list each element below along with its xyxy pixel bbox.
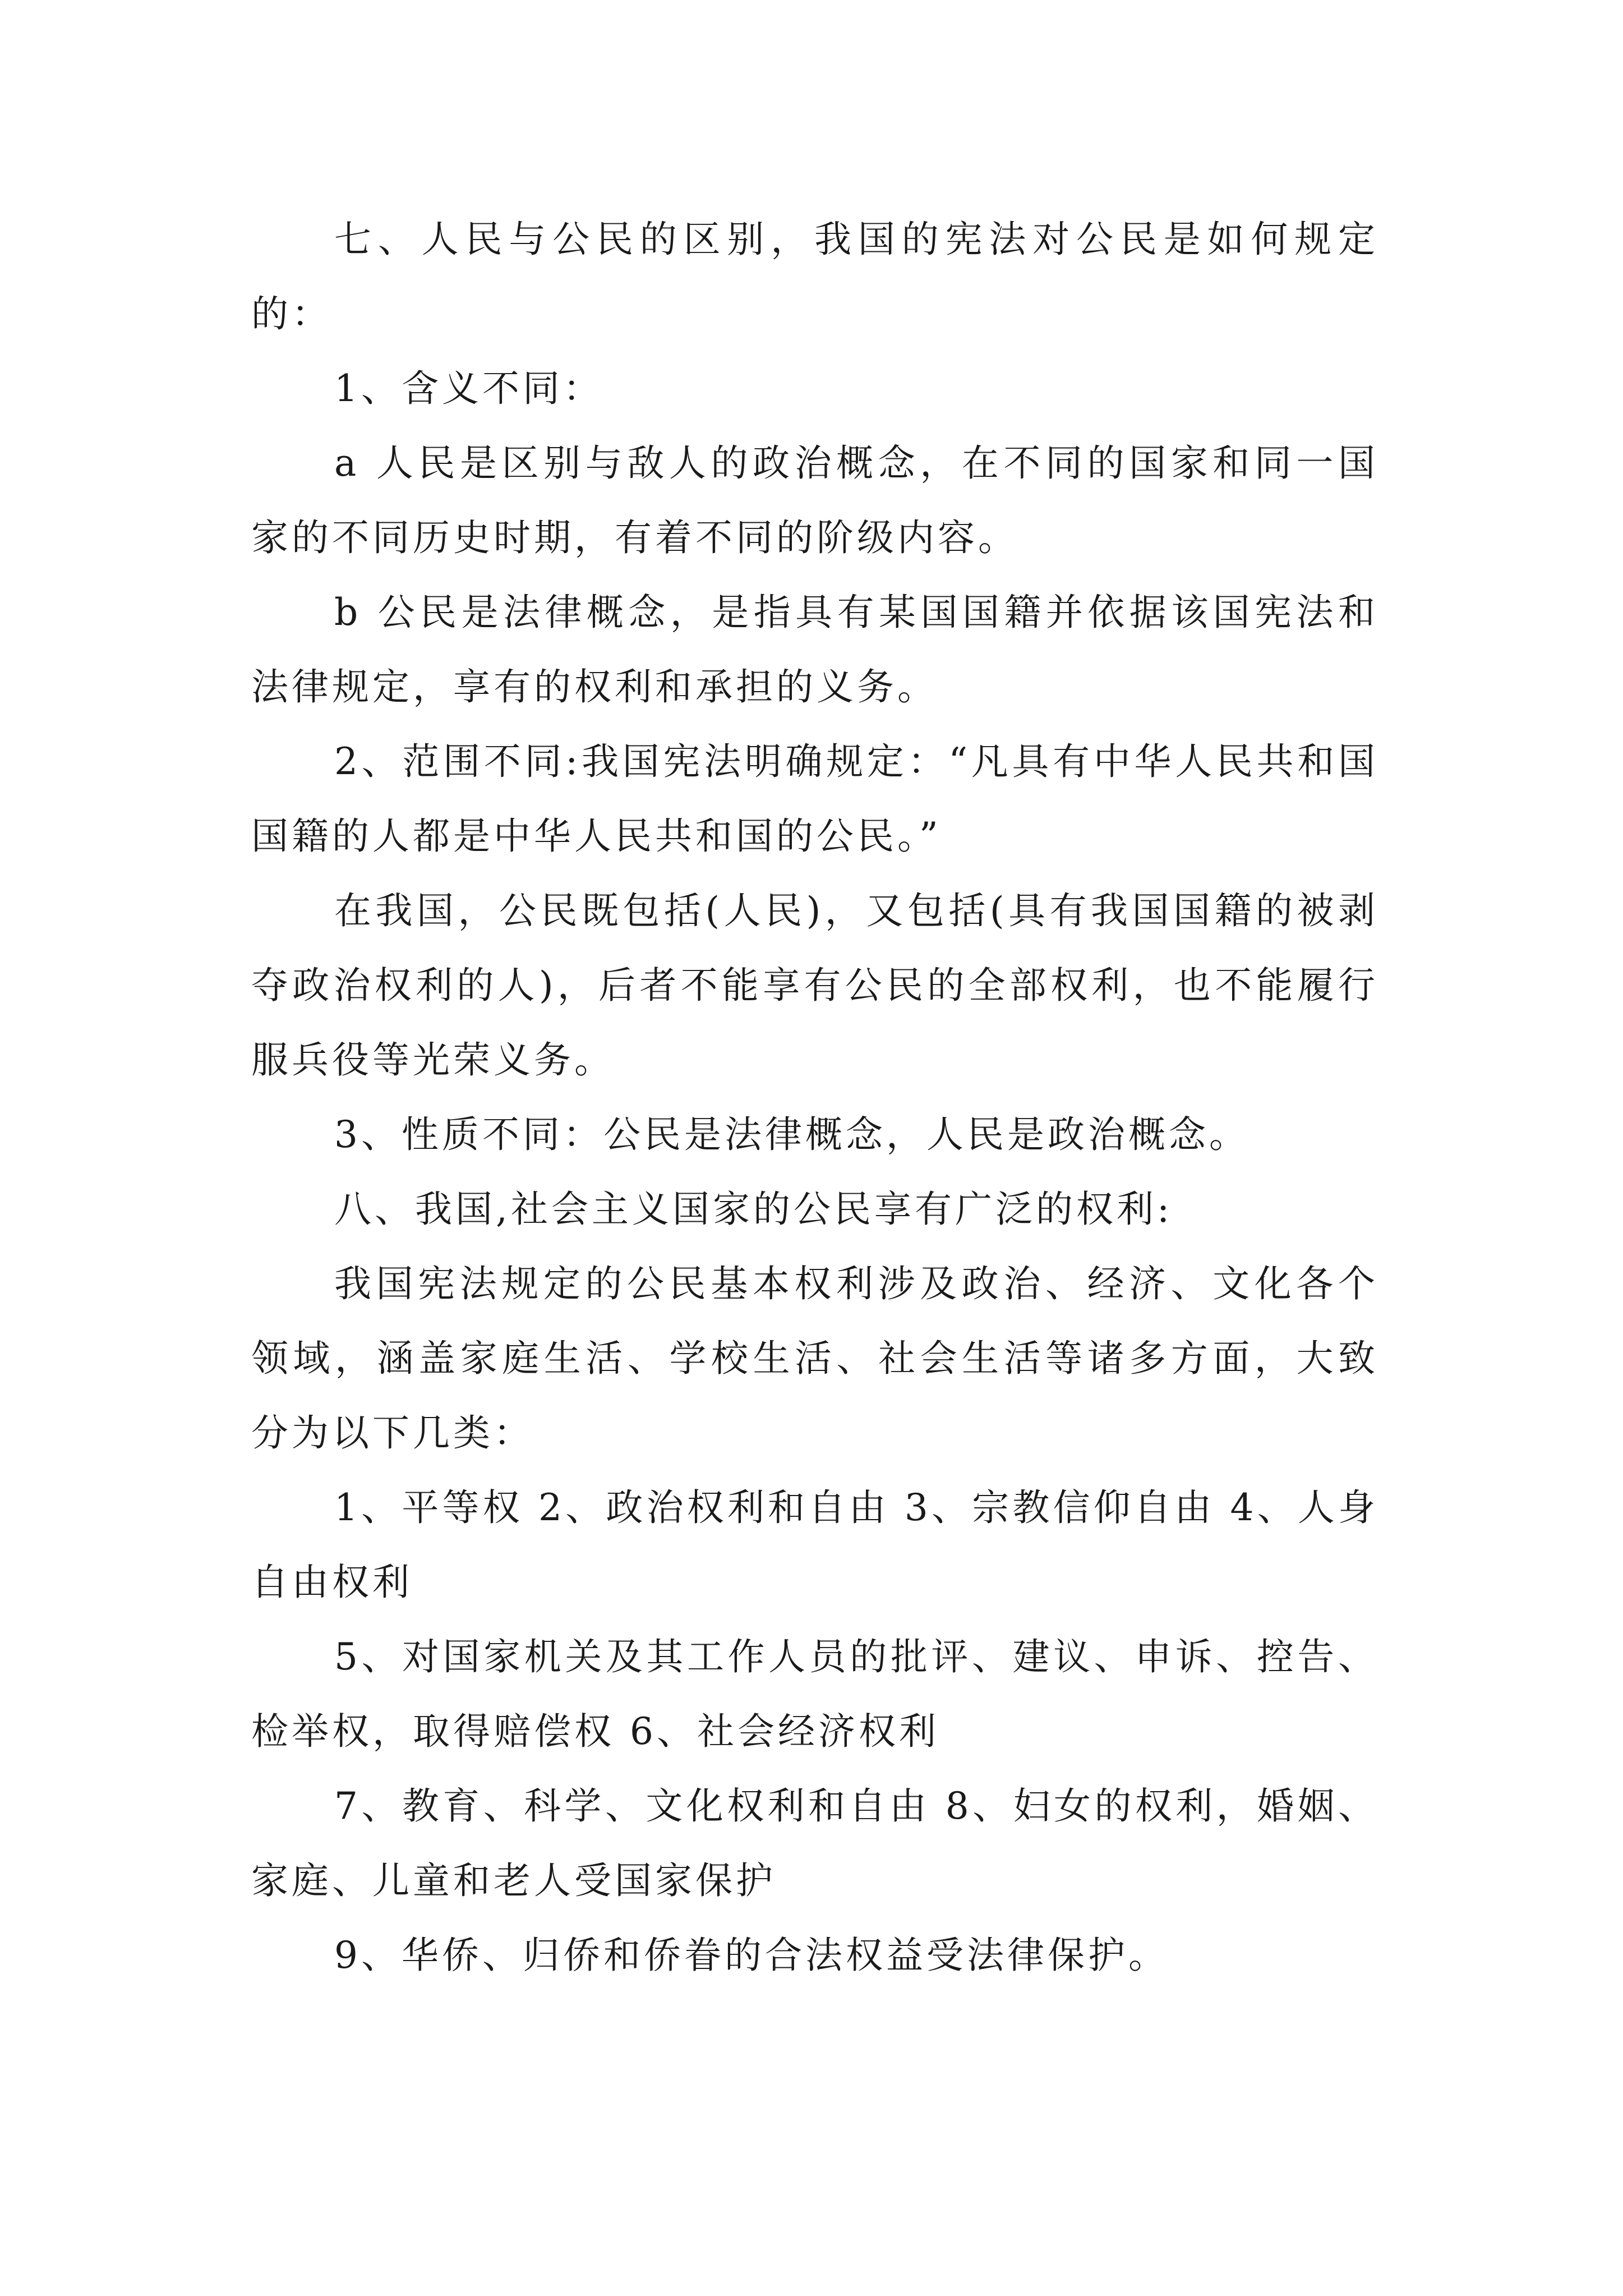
- point-b-paragraph: b 公民是法律概念，是指具有某国国籍并依据该国宪法和法律规定，享有的权利和承担的义务。: [251, 591, 1378, 708]
- rights-list-item: 7、教育、科学、文化权利和自由 8、妇女的权利，婚姻、家庭、儿童和老人受国家保护: [251, 1784, 1378, 1902]
- point-one-heading: 1、含义不同：: [334, 367, 603, 410]
- point-two-paragraph: 2、范围不同:我国宪法明确规定：“凡具有中华人民共和国国籍的人都是中华人民共和国的公民。”: [251, 740, 1378, 858]
- scope-explanation-paragraph: 在我国，公民既包括(人民)，又包括(具有我国国籍的被剥夺政治权利的人)，后者不能享有公民的全部权利，也不能履行服兵役等光荣义务。: [251, 889, 1378, 1082]
- point-three-paragraph: 3、性质不同：公民是法律概念，人民是政治概念。: [334, 1113, 1249, 1156]
- section-heading-eight: 八、我国,社会主义国家的公民享有广泛的权利:: [334, 1188, 1173, 1231]
- rights-intro-paragraph: 我国宪法规定的公民基本权利涉及政治、经济、文化各个领域，涵盖家庭生活、学校生活、社会生活等诸多方面，大致分为以下几类：: [251, 1262, 1378, 1455]
- point-a-paragraph: a 人民是区别与敌人的政治概念，在不同的国家和同一国家的不同历史时期，有着不同的阶级内容。: [251, 441, 1378, 559]
- rights-list-item: 9、华侨、归侨和侨眷的合法权益受法律保护。: [334, 1934, 1169, 1977]
- rights-list-item: 5、对国家机关及其工作人员的批评、建议、申诉、控告、检举权，取得赔偿权 6、社会经济权利: [251, 1635, 1378, 1753]
- document-body: [251, 202, 1378, 1993]
- section-heading-seven: 七、人民与公民的区别，我国的宪法对公民是如何规定的：: [251, 218, 1378, 335]
- rights-list-item: 1、平等权 2、政治权利和自由 3、宗教信仰自由 4、人身自由权利: [251, 1486, 1378, 1604]
